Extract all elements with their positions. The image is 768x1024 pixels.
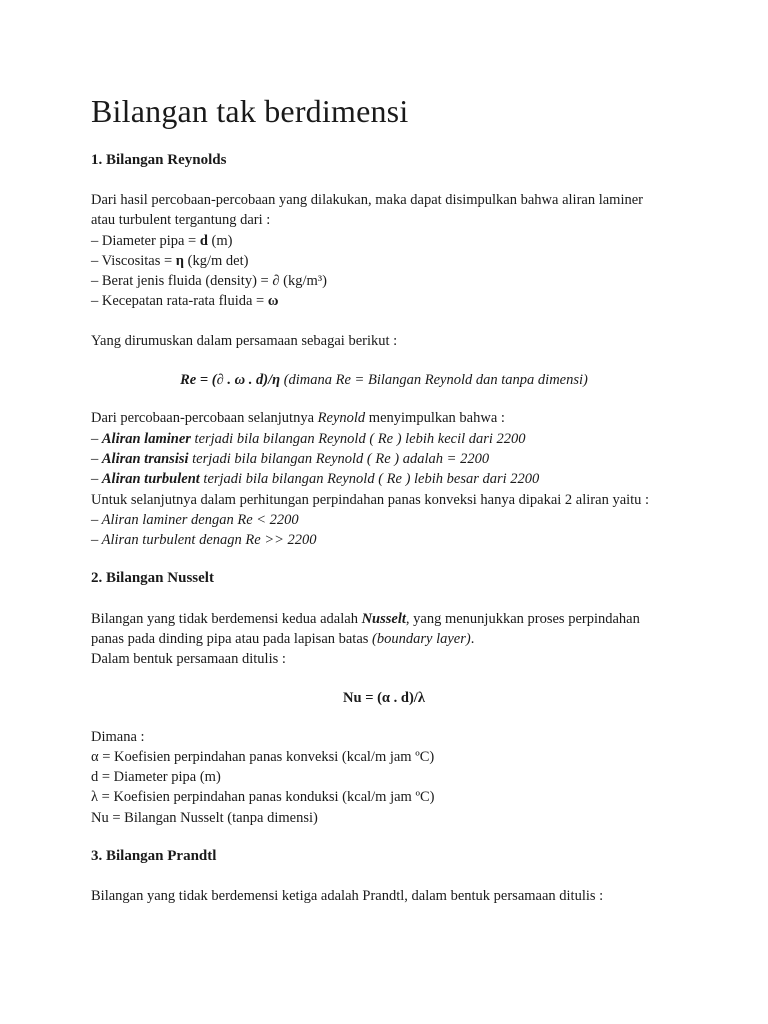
formula-note: (dimana Re = Bilangan Reynold dan tanpa dimensi)	[280, 372, 588, 388]
list-text: – Viscositas =	[91, 253, 176, 269]
term: (boundary layer)	[372, 631, 471, 647]
term-desc: terjadi bila bilangan Reynold ( Re ) adalah = 2200	[188, 451, 490, 467]
list-item: – Aliran turbulent denagn Re >> 2200	[91, 532, 317, 548]
list-item	[91, 469, 539, 489]
list-item	[91, 271, 327, 291]
list-item	[91, 291, 278, 311]
paragraph-line	[91, 408, 505, 428]
paragraph-line	[91, 609, 640, 629]
paragraph-line: Bilangan yang tidak berdemensi ketiga adalah Prandtl, dalam bentuk persamaan ditulis :	[91, 888, 604, 904]
page-title: Bilangan tak berdimensi	[91, 93, 409, 129]
list-text: – Kecepatan rata-rata fluida =	[91, 293, 268, 309]
section-heading-reynolds: 1. Bilangan Reynolds	[91, 152, 227, 168]
text: , yang menunjukkan proses perpindahan	[405, 611, 640, 627]
symbol: η	[175, 253, 185, 269]
list-text: (kg/m det)	[184, 253, 249, 269]
list-item	[91, 231, 232, 251]
dash: –	[91, 431, 102, 447]
symbol: d	[199, 233, 208, 249]
name: Reynold	[317, 410, 366, 426]
paragraph-line: Dari hasil percobaan-percobaan yang dilakukan, maka dapat disimpulkan bahwa aliran laminer	[91, 192, 643, 208]
list-text: – Berat jenis fluida (density) =	[91, 273, 273, 289]
section-heading-prandtl: 3. Bilangan Prandtl	[91, 848, 217, 864]
section-heading-nusselt: 2. Bilangan Nusselt	[91, 570, 214, 586]
paragraph-line: Dalam bentuk persamaan ditulis :	[91, 651, 286, 667]
list-text: – Diameter pipa =	[91, 233, 200, 249]
definition-item: Nu = Bilangan Nusselt (tanpa dimensi)	[91, 810, 318, 826]
text: panas pada dinding pipa atau pada lapisan batas	[91, 631, 373, 647]
list-text: (m)	[207, 233, 233, 249]
reynolds-formula	[0, 370, 768, 390]
list-item	[91, 429, 526, 449]
symbol: ω	[267, 293, 279, 309]
name: Nusselt	[361, 611, 406, 627]
list-item	[91, 251, 248, 271]
paragraph-line	[91, 629, 474, 649]
definition-item: α = Koefisien perpindahan panas konveksi (kcal/m jam ºC)	[91, 749, 435, 765]
list-item: – Aliran laminer dengan Re < 2200	[91, 512, 299, 528]
text: Bilangan yang tidak berdemensi kedua adalah	[91, 611, 362, 627]
text: Dari percobaan-percobaan selanjutnya	[91, 410, 318, 426]
paragraph-line: Untuk selanjutnya dalam perhitungan perpindahan panas konveksi hanya dipakai 2 aliran yaitu :	[91, 492, 650, 508]
term: Aliran transisi	[101, 451, 189, 467]
definition-item: d = Diameter pipa (m)	[91, 769, 221, 785]
text: .	[470, 631, 475, 647]
term-desc: terjadi bila bilangan Reynold ( Re ) lebih besar dari 2200	[199, 471, 540, 487]
text: menyimpulkan bahwa :	[365, 410, 505, 426]
definition-item: λ = Koefisien perpindahan panas konduksi (kcal/m jam ºC)	[91, 789, 435, 805]
formula-text: Re = (∂ . ω . d)/η	[180, 372, 281, 388]
paragraph-line: atau turbulent tergantung dari :	[91, 212, 271, 228]
symbol: ∂	[272, 273, 280, 289]
nusselt-formula: Nu = (α . d)/λ	[343, 690, 425, 706]
dash: –	[91, 471, 102, 487]
term-desc: terjadi bila bilangan Reynold ( Re ) lebih kecil dari 2200	[190, 431, 526, 447]
list-text: (kg/m³)	[279, 273, 327, 289]
list-item	[91, 449, 489, 469]
paragraph-line: Yang dirumuskan dalam persamaan sebagai berikut :	[91, 333, 398, 349]
term: Aliran turbulent	[101, 471, 200, 487]
dash: –	[91, 451, 102, 467]
term: Aliran laminer	[101, 431, 191, 447]
paragraph-line: Dimana :	[91, 729, 145, 745]
